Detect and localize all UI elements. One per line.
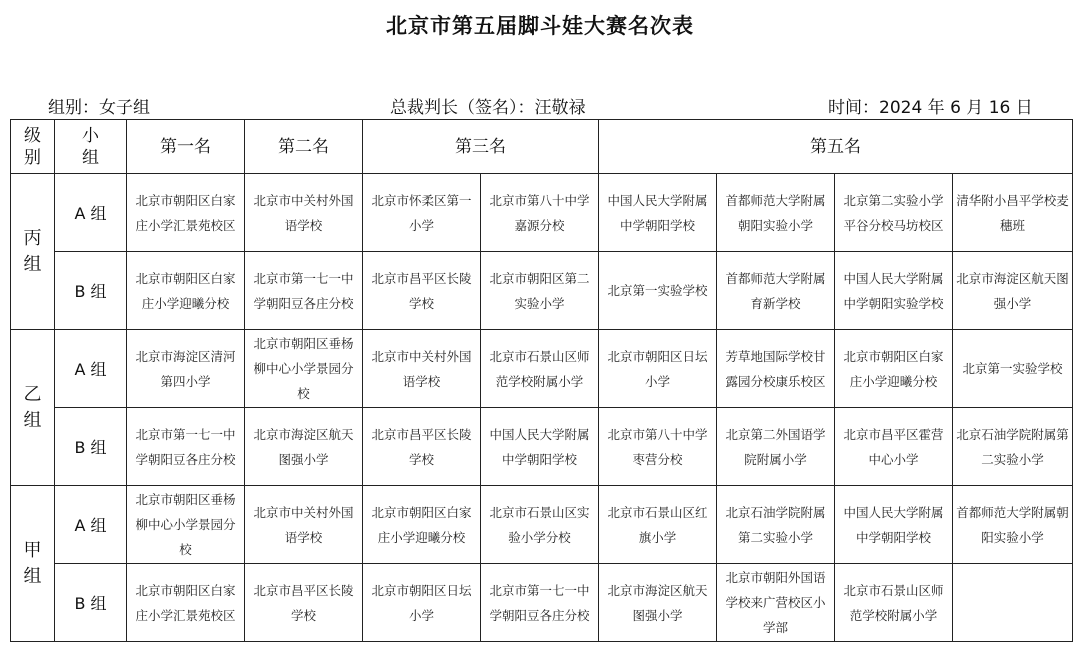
third-place-cell: 北京市石景山区实验小学分校 xyxy=(481,486,599,564)
group-label: 组别：女子组 xyxy=(48,98,150,118)
fifth-place-cell: 首都师范大学附属朝阳实验小学 xyxy=(717,174,835,252)
table-row xyxy=(11,252,1073,330)
fifth-place-cell: 中国人民大学附属中学朝阳学校 xyxy=(599,174,717,252)
fifth-place-cell: 北京第二外国语学院附属小学 xyxy=(717,408,835,486)
third-place-cell: 北京市中关村外国语学校 xyxy=(363,330,481,408)
third-place-cell: 中国人民大学附属中学朝阳学校 xyxy=(481,408,599,486)
table-row xyxy=(11,486,1073,564)
header-first: 第一名 xyxy=(127,120,245,174)
second-place-cell: 北京市昌平区长陵学校 xyxy=(245,564,363,642)
info-row xyxy=(0,93,1080,119)
first-place-cell: 北京市朝阳区白家庄小学汇景苑校区 xyxy=(127,564,245,642)
first-place-cell: 北京市朝阳区垂杨柳中心小学景园分校 xyxy=(127,486,245,564)
table-row xyxy=(11,330,1073,408)
header-fifth: 第五名 xyxy=(599,120,1073,174)
fifth-place-cell: 北京第一实验学校 xyxy=(953,330,1073,408)
header-subgroup: 小组 xyxy=(55,120,127,174)
third-place-cell: 北京市朝阳区白家庄小学迎曦分校 xyxy=(363,486,481,564)
fifth-place-cell: 北京第一实验学校 xyxy=(599,252,717,330)
fifth-place-cell: 北京石油学院附属第二实验小学 xyxy=(717,486,835,564)
first-place-cell: 北京市海淀区清河第四小学 xyxy=(127,330,245,408)
subgroup-cell: B 组 xyxy=(55,252,127,330)
fifth-place-cell: 北京石油学院附属第二实验小学 xyxy=(953,408,1073,486)
fifth-place-cell: 北京市昌平区霍营中心小学 xyxy=(835,408,953,486)
first-place-cell: 北京市第一七一中学朝阳豆各庄分校 xyxy=(127,408,245,486)
fifth-place-cell: 首都师范大学附属育新学校 xyxy=(717,252,835,330)
third-place-cell: 北京市昌平区长陵学校 xyxy=(363,408,481,486)
fifth-place-cell: 北京市第八十中学枣营分校 xyxy=(599,408,717,486)
ranking-table xyxy=(10,119,1073,642)
subgroup-cell: B 组 xyxy=(55,564,127,642)
header-second: 第二名 xyxy=(245,120,363,174)
header-row xyxy=(11,120,1073,174)
table-row xyxy=(11,408,1073,486)
fifth-place-cell: 首都师范大学附属朝阳实验小学 xyxy=(953,486,1073,564)
subgroup-cell: A 组 xyxy=(55,174,127,252)
table-row xyxy=(11,564,1073,642)
table-row xyxy=(11,174,1073,252)
chief-judge-label: 总裁判长（签名）：汪敬禄 xyxy=(390,98,586,118)
subgroup-cell: A 组 xyxy=(55,330,127,408)
subgroup-cell: B 组 xyxy=(55,408,127,486)
fifth-place-cell: 北京市石景山区师范学校附属小学 xyxy=(835,564,953,642)
date-label: 时间：2024 年 6 月 16 日 xyxy=(828,98,1033,118)
fifth-place-cell: 芳草地国际学校甘露园分校康乐校区 xyxy=(717,330,835,408)
second-place-cell: 北京市中关村外国语学校 xyxy=(245,174,363,252)
fifth-place-cell: 北京市朝阳区白家庄小学迎曦分校 xyxy=(835,330,953,408)
fifth-place-cell: 中国人民大学附属中学朝阳实验学校 xyxy=(835,252,953,330)
third-place-cell: 北京市朝阳区日坛小学 xyxy=(363,564,481,642)
second-place-cell: 北京市朝阳区垂杨柳中心小学景园分校 xyxy=(245,330,363,408)
level-cell: 甲组 xyxy=(11,486,55,642)
fifth-place-cell: 北京市石景山区红旗小学 xyxy=(599,486,717,564)
first-place-cell: 北京市朝阳区白家庄小学汇景苑校区 xyxy=(127,174,245,252)
third-place-cell: 北京市第八十中学嘉源分校 xyxy=(481,174,599,252)
first-place-cell: 北京市朝阳区白家庄小学迎曦分校 xyxy=(127,252,245,330)
second-place-cell: 北京市中关村外国语学校 xyxy=(245,486,363,564)
level-cell: 丙组 xyxy=(11,174,55,330)
third-place-cell: 北京市石景山区师范学校附属小学 xyxy=(481,330,599,408)
fifth-place-cell xyxy=(953,564,1073,642)
fifth-place-cell: 北京市海淀区航天图强小学 xyxy=(953,252,1073,330)
third-place-cell: 北京市昌平区长陵学校 xyxy=(363,252,481,330)
fifth-place-cell: 北京第二实验小学平谷分校马坊校区 xyxy=(835,174,953,252)
header-level: 级别 xyxy=(11,120,55,174)
fifth-place-cell: 中国人民大学附属中学朝阳学校 xyxy=(835,486,953,564)
header-third: 第三名 xyxy=(363,120,599,174)
fifth-place-cell: 北京市朝阳区日坛小学 xyxy=(599,330,717,408)
level-cell: 乙组 xyxy=(11,330,55,486)
third-place-cell: 北京市朝阳区第二实验小学 xyxy=(481,252,599,330)
second-place-cell: 北京市海淀区航天图强小学 xyxy=(245,408,363,486)
fifth-place-cell: 北京市朝阳外国语学校来广营校区小学部 xyxy=(717,564,835,642)
fifth-place-cell: 清华附小昌平学校麦穗班 xyxy=(953,174,1073,252)
fifth-place-cell: 北京市海淀区航天图强小学 xyxy=(599,564,717,642)
subgroup-cell: A 组 xyxy=(55,486,127,564)
third-place-cell: 北京市怀柔区第一小学 xyxy=(363,174,481,252)
page-title: 北京市第五届脚斗娃大赛名次表 xyxy=(386,14,694,38)
second-place-cell: 北京市第一七一中学朝阳豆各庄分校 xyxy=(245,252,363,330)
third-place-cell: 北京市第一七一中学朝阳豆各庄分校 xyxy=(481,564,599,642)
